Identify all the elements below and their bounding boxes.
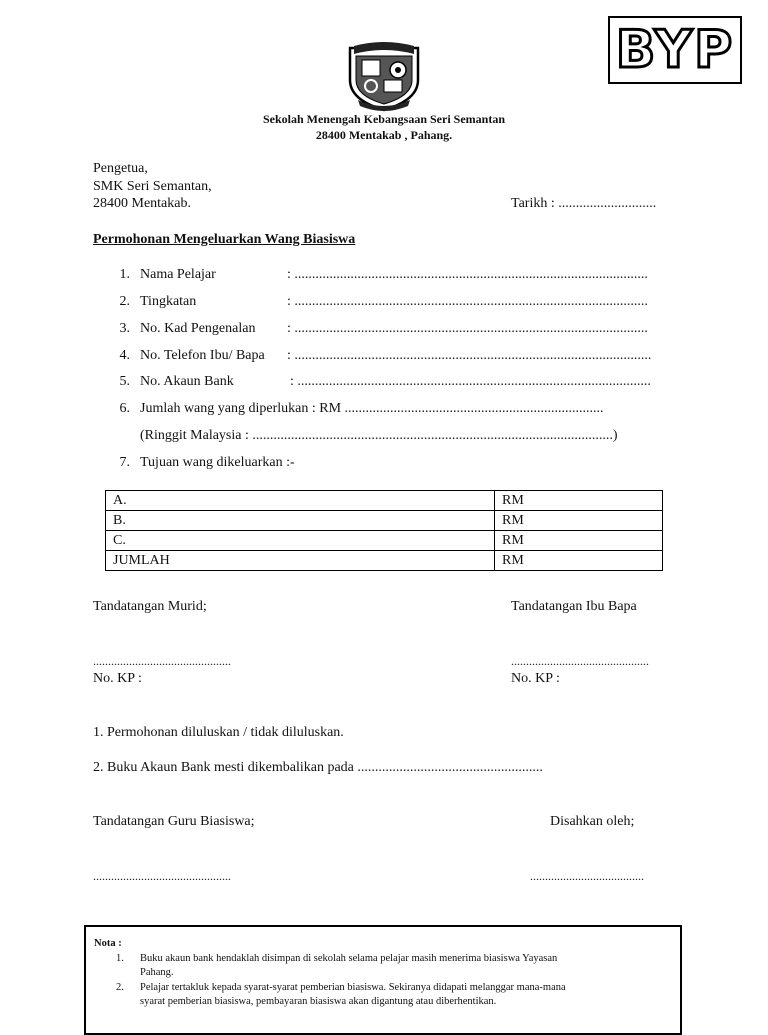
purpose-label: Tujuan wang dikeluarkan :- bbox=[140, 455, 295, 470]
parent-kp-label: No. KP : bbox=[511, 671, 560, 686]
table-cell-item[interactable]: C. bbox=[106, 531, 495, 551]
field-label: No. Akaun Bank bbox=[140, 374, 234, 389]
field-value-nama[interactable]: : ..................................................................................................... bbox=[287, 267, 648, 282]
approval-line-2: 2. Buku Akaun Bank mesti dikembalikan pada ..................................................... bbox=[93, 760, 543, 775]
school-crest-icon bbox=[346, 40, 422, 112]
date-label: Tarikh : bbox=[511, 196, 555, 211]
nota-title: Nota : bbox=[94, 938, 122, 949]
nota-item-2-line-1: Pelajar tertakluk kepada syarat-syarat pemberian biasiswa. Sekiranya didapati melanggar mana-mana bbox=[140, 982, 566, 993]
nota-item-number: 2. bbox=[116, 982, 124, 993]
approval-line-1: 1. Permohonan diluluskan / tidak diluluskan. bbox=[93, 725, 344, 740]
byp-logo bbox=[608, 16, 742, 84]
field-label: Nama Pelajar bbox=[140, 267, 216, 282]
teacher-signature-label: Tandatangan Guru Biasiswa; bbox=[93, 814, 255, 829]
field-number: 1. bbox=[119, 267, 130, 282]
nota-item-1-line-1: Buku akaun bank hendaklah disimpan di sekolah selama pelajar masih menerima biasiswa Yayasan bbox=[140, 953, 558, 964]
table-row bbox=[106, 511, 663, 531]
field-value-kad[interactable]: : ..................................................................................................... bbox=[287, 321, 648, 336]
field-number: 6. bbox=[119, 401, 130, 416]
recipient-line-1: Pengetua, bbox=[93, 161, 148, 176]
student-signature-line[interactable]: .............................................. bbox=[93, 654, 231, 668]
field-value-tingkatan[interactable]: : ..................................................................................................... bbox=[287, 294, 648, 309]
table-cell-item[interactable]: JUMLAH bbox=[106, 551, 495, 571]
table-cell-rm[interactable]: RM bbox=[495, 511, 663, 531]
date-field[interactable] bbox=[511, 196, 656, 212]
field-label: No. Kad Pengenalan bbox=[140, 321, 256, 336]
parent-signature-label: Tandatangan Ibu Bapa bbox=[511, 599, 637, 614]
verifier-signature-line[interactable]: ...................................... bbox=[530, 869, 644, 883]
field-label: No. Telefon Ibu/ Bapa bbox=[140, 348, 265, 363]
school-name: Sekolah Menengah Kebangsaan Seri Semantan bbox=[262, 112, 506, 126]
ringgit-field[interactable]: (Ringgit Malaysia : .......................................................................................................) bbox=[140, 428, 618, 443]
table-cell-item[interactable]: A. bbox=[106, 491, 495, 511]
field-number: 2. bbox=[119, 294, 130, 309]
field-number: 5. bbox=[119, 374, 130, 389]
date-dots: ............................ bbox=[558, 196, 657, 211]
nota-box bbox=[84, 925, 682, 1035]
field-value-akaun[interactable]: : ..................................................................................................... bbox=[290, 374, 651, 389]
student-kp-label: No. KP : bbox=[93, 671, 142, 686]
table-row bbox=[106, 551, 663, 571]
subject-title: Permohonan Mengeluarkan Wang Biasiswa bbox=[93, 232, 356, 247]
school-address: 28400 Mentakab , Pahang. bbox=[315, 128, 453, 142]
field-label: Tingkatan bbox=[140, 294, 197, 309]
nota-item-number: 1. bbox=[116, 953, 124, 964]
nota-item-2-line-2: syarat pemberian biasiswa, pembayaran biasiswa akan digantung atau diberhentikan. bbox=[140, 996, 497, 1007]
table-cell-rm[interactable]: RM bbox=[495, 531, 663, 551]
byp-logo-text: BYP bbox=[615, 20, 735, 80]
recipient-line-3: 28400 Mentakab. bbox=[93, 196, 191, 211]
verified-by-label: Disahkan oleh; bbox=[550, 814, 635, 829]
field-number: 4. bbox=[119, 348, 130, 363]
purpose-table bbox=[105, 490, 663, 571]
field-value-telefon[interactable]: : ...................................................................................................... bbox=[287, 348, 652, 363]
parent-signature-line[interactable]: .............................................. bbox=[511, 654, 649, 668]
student-signature-label: Tandatangan Murid; bbox=[93, 599, 207, 614]
table-cell-rm[interactable]: RM bbox=[495, 551, 663, 571]
field-number: 3. bbox=[119, 321, 130, 336]
table-cell-rm[interactable]: RM bbox=[495, 491, 663, 511]
table-row bbox=[106, 491, 663, 511]
nota-item-1-line-2: Pahang. bbox=[140, 967, 174, 978]
field-number: 7. bbox=[119, 455, 130, 470]
table-cell-item[interactable]: B. bbox=[106, 511, 495, 531]
teacher-signature-line[interactable]: .............................................. bbox=[93, 869, 231, 883]
table-row bbox=[106, 531, 663, 551]
amount-field[interactable]: Jumlah wang yang diperlukan : RM .......................................................................... bbox=[140, 401, 604, 416]
recipient-line-2: SMK Seri Semantan, bbox=[93, 179, 212, 194]
